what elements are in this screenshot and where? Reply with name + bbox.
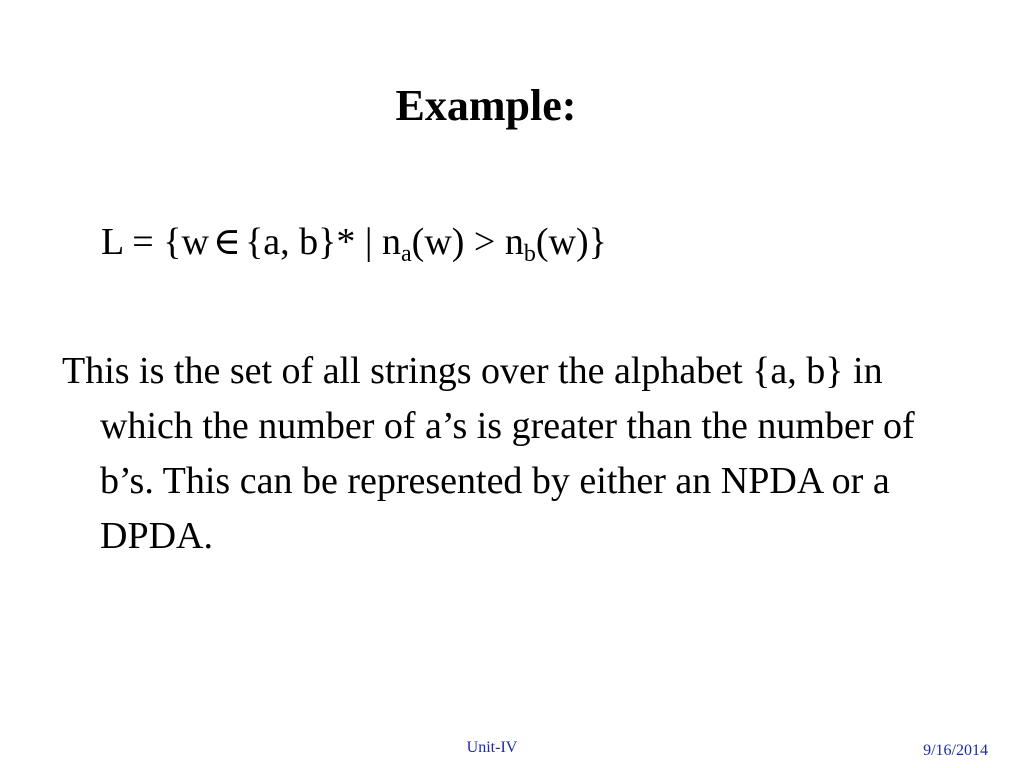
formula-middle: (w) > n bbox=[411, 221, 524, 263]
formula-prefix: L = {w bbox=[101, 221, 209, 263]
language-definition-formula bbox=[101, 216, 607, 268]
slide-title: Example: bbox=[395, 81, 577, 130]
slide-body bbox=[62, 344, 922, 564]
formula-set: {a, b}* | n bbox=[245, 221, 402, 263]
formula-suffix: (w)} bbox=[535, 221, 607, 263]
body-paragraph: This is the set of all strings over the alphabet {a, b} in which the number of a’s is greater than the number of b’s. This can be represented by either an NPDA or a DPDA. bbox=[62, 350, 915, 557]
subscript-b: b bbox=[523, 241, 536, 267]
footer-date: 9/16/2014 bbox=[923, 742, 988, 759]
footer-unit-label: Unit-IV bbox=[466, 739, 518, 756]
element-of-symbol: ∈ bbox=[212, 221, 242, 263]
subscript-a: a bbox=[401, 241, 412, 267]
